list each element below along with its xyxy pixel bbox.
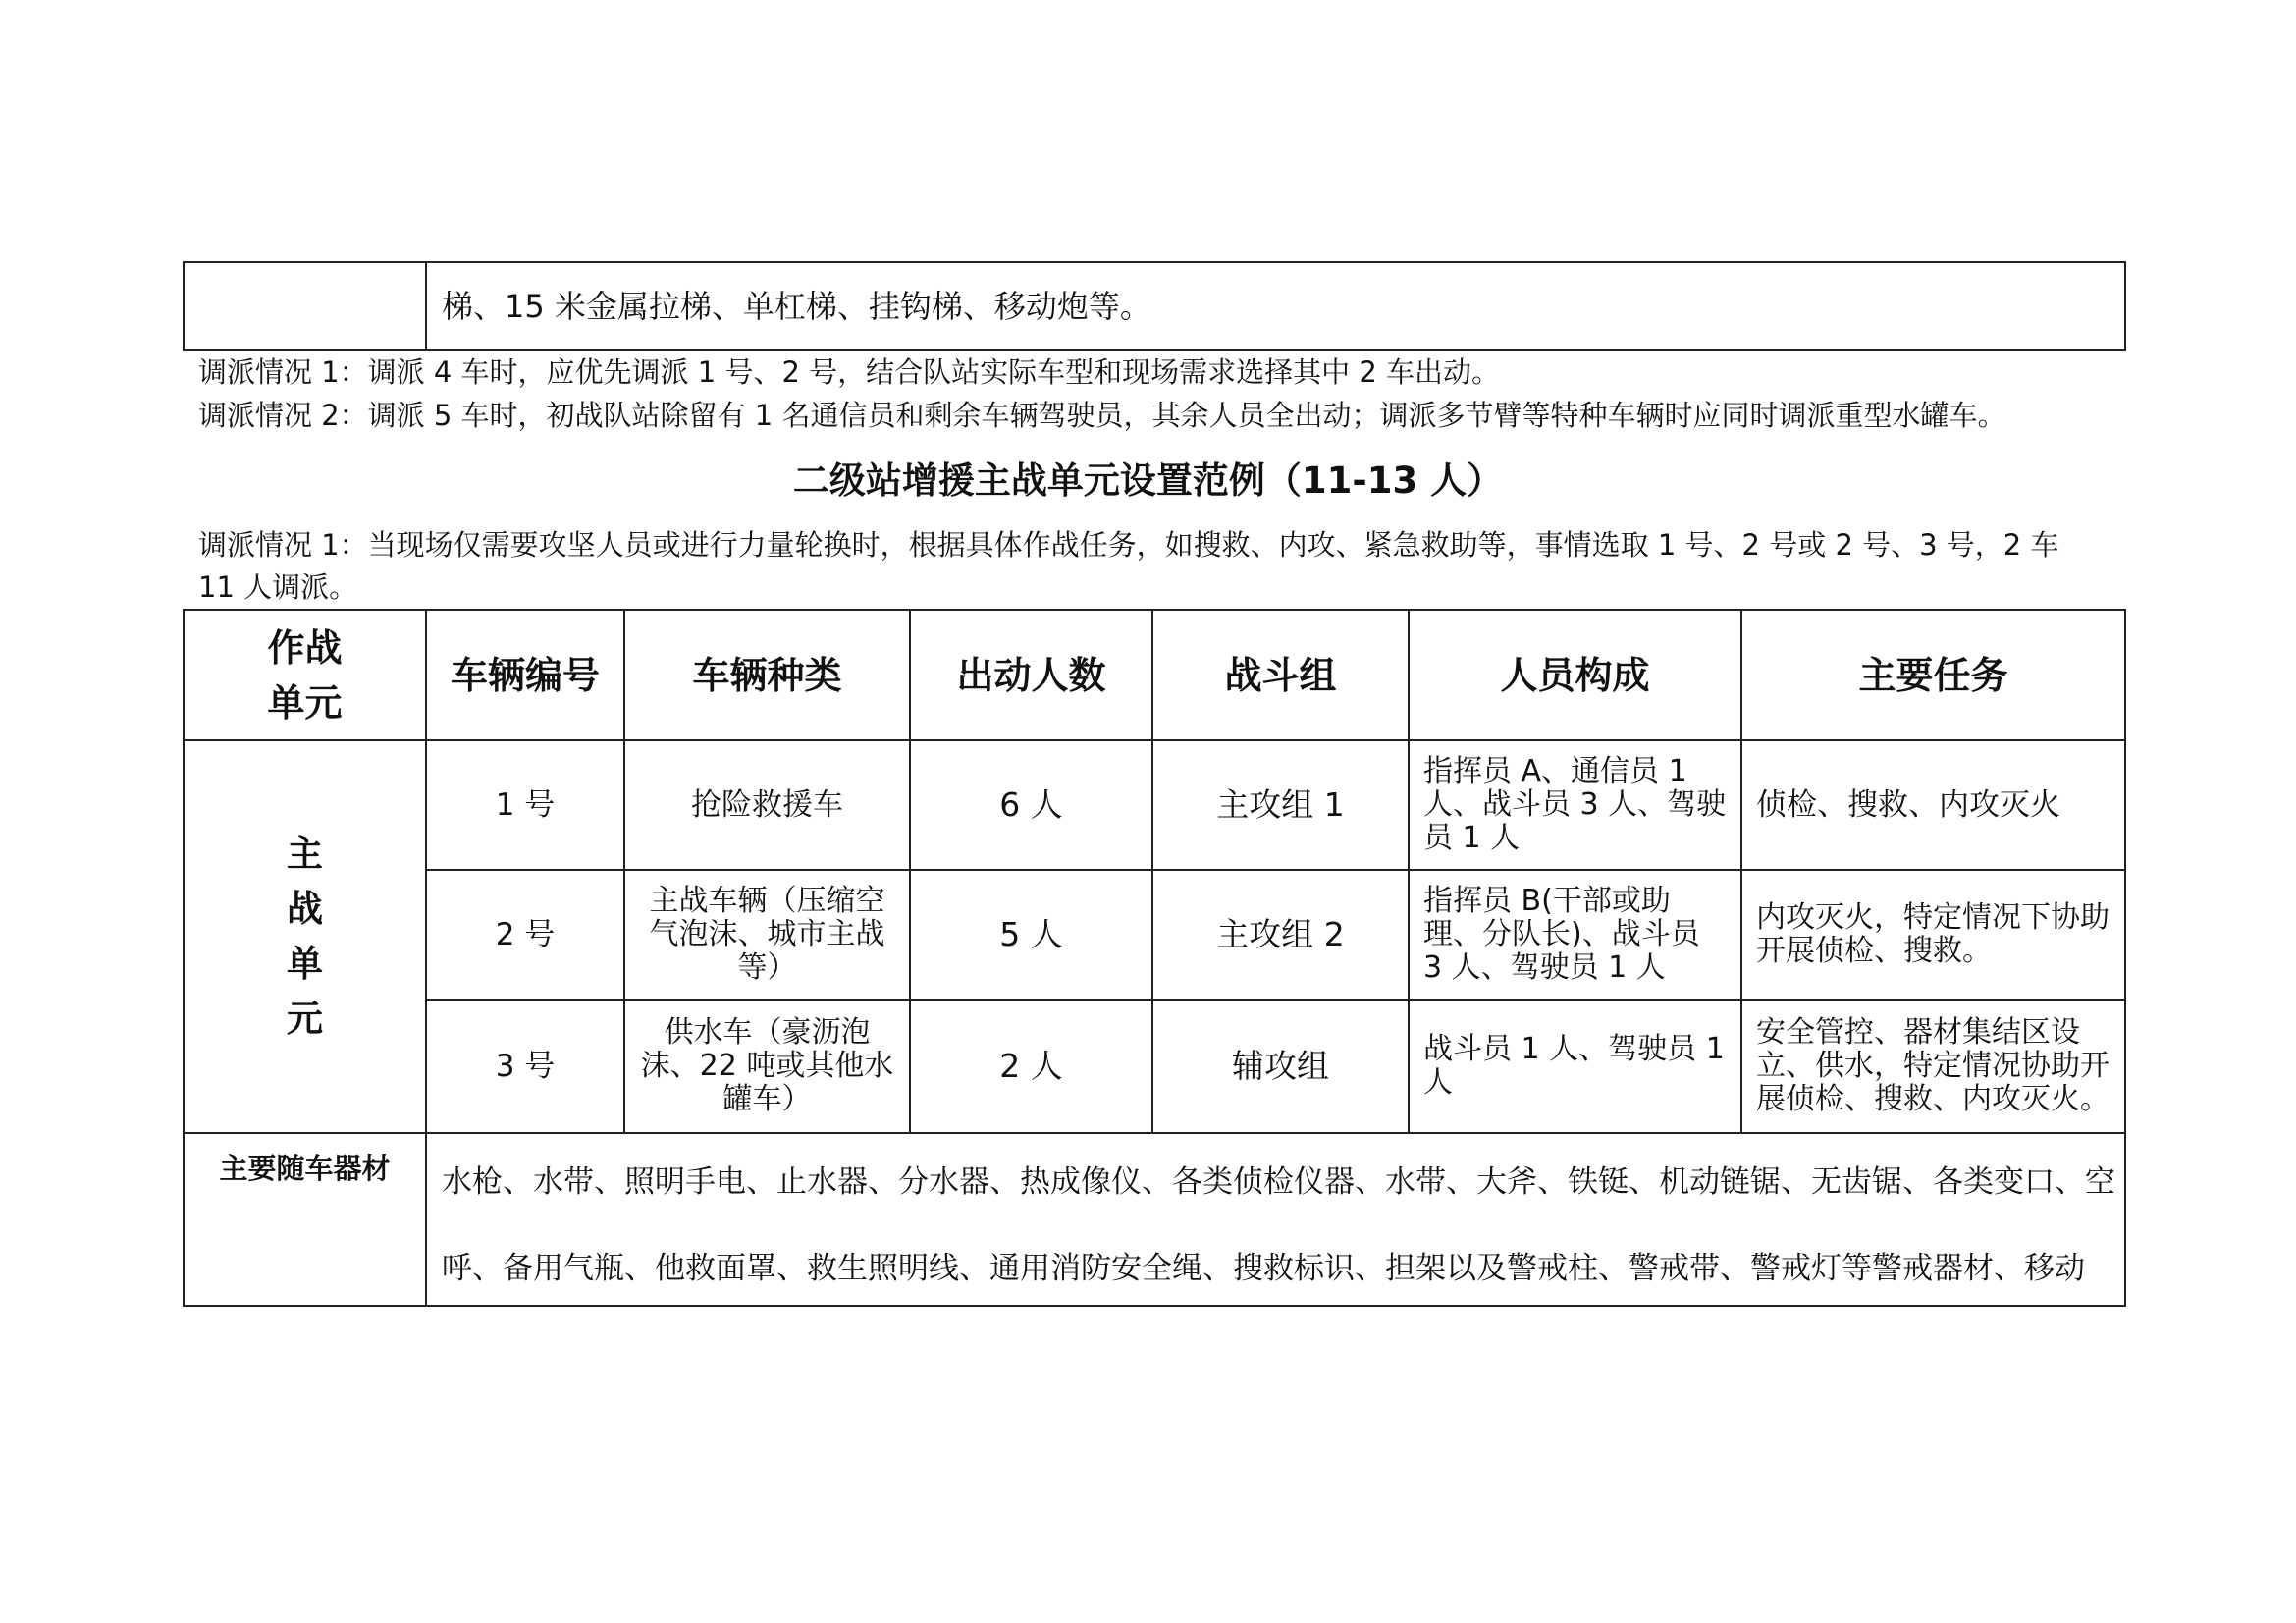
row2-personnel: 指挥员 B(干部或助理、分队长)、战斗员 3 人、驾驶员 1 人 xyxy=(1423,884,1700,985)
equipment-line-1: 水枪、水带、照明手电、止水器、分水器、热成像仪、各类侦检仪器、水带、大斧、铁铤、机动链锯、无齿锯、各类变口、空 xyxy=(442,1164,2115,1200)
header-vehicle-no: 车辆编号 xyxy=(450,653,600,697)
row2-vehicle-no: 2 号 xyxy=(495,917,556,952)
section-note-line-1: 调派情况 1：当现场仅需要攻坚人员或进行力量轮换时，根据具体作战任务，如搜救、内攻、紧急救助等，事情选取 1 号、2 号或 2 号、3 号，2 车 xyxy=(198,528,2059,562)
header-tasks: 主要任务 xyxy=(1858,653,2008,697)
row2-tasks: 内攻灭火，特定情况下协助开展侦检、搜救。 xyxy=(1756,900,2109,968)
unit-name-vertical xyxy=(287,827,323,1047)
row3-crew-count: 2 人 xyxy=(999,1047,1063,1085)
row1-combat-group: 主攻组 1 xyxy=(1216,785,1345,824)
top-table-border-right xyxy=(2124,261,2126,351)
row1-personnel: 指挥员 A、通信员 1 人、战斗员 3 人、驾驶员 1 人 xyxy=(1423,754,1727,855)
top-table-border-left xyxy=(183,261,185,351)
equipment-line-2: 呼、备用气瓶、他救面罩、救生照明线、通用消防安全绳、搜救标识、担架以及警戒柱、警戒带、警戒灯等警戒器材、移动 xyxy=(442,1251,2085,1286)
equipment-text xyxy=(442,1139,2115,1302)
header-combat-unit xyxy=(185,611,425,739)
unit-name-cell xyxy=(185,741,425,1132)
row3-vehicle-type: 供水车（豪沥泡沫、22 吨或其他水罐车） xyxy=(640,1015,894,1116)
table-col-line-7 xyxy=(2124,609,2126,1307)
dispatch-note-2: 调派情况 2：调派 5 车时，初战队站除留有 1 名通信员和剩余车辆驾驶员，其余人员全出动；调派多节臂等特种车辆时应同时调派重型水罐车。 xyxy=(198,399,2006,432)
header-crew-count: 出动人数 xyxy=(956,653,1106,697)
header-combat-unit-line-2: 单元 xyxy=(267,680,343,725)
row1-crew-count: 6 人 xyxy=(999,785,1063,824)
dispatch-note-1: 调派情况 1：调派 4 车时，应优先调派 1 号、2 号，结合队站实际车型和现场需求选择其中 2 车出动。 xyxy=(198,355,1501,389)
row1-vehicle-type: 抢险救援车 xyxy=(691,787,843,823)
unit-char-2: 战 xyxy=(287,888,323,930)
equipment-label: 主要随车器材 xyxy=(219,1152,391,1185)
row3-personnel: 战斗员 1 人、驾驶员 1 人 xyxy=(1423,1032,1725,1100)
row1-vehicle-no: 1 号 xyxy=(495,787,556,823)
row2-combat-group: 主攻组 2 xyxy=(1216,915,1345,953)
row2-crew-count: 5 人 xyxy=(999,915,1063,953)
header-personnel: 人员构成 xyxy=(1500,653,1650,697)
row1-tasks: 侦检、搜救、内攻灭火 xyxy=(1756,787,2060,823)
row2-vehicle-type: 主战车辆（压缩空气泡沫、城市主战等） xyxy=(649,884,885,985)
table-line-bottom xyxy=(183,1305,2126,1307)
section-note-line-2: 11 人调派。 xyxy=(198,570,358,604)
top-table-divider xyxy=(425,261,427,351)
unit-char-4: 元 xyxy=(287,998,323,1040)
header-vehicle-type: 车辆种类 xyxy=(692,653,842,697)
top-table-continuation-text: 梯、15 米金属拉梯、单杠梯、挂钩梯、移动炮等。 xyxy=(442,287,1151,325)
row3-vehicle-no: 3 号 xyxy=(495,1049,556,1084)
section-title: 二级站增援主战单元设置范例（11-13 人） xyxy=(792,460,1504,502)
row3-tasks: 安全管控、器材集结区设立、供水，特定情况协助开展侦检、搜救、内攻灭火。 xyxy=(1756,1015,2109,1116)
row3-combat-group: 辅攻组 xyxy=(1232,1047,1329,1085)
unit-char-1: 主 xyxy=(287,833,323,875)
header-combat-group: 战斗组 xyxy=(1224,653,1337,697)
top-table-border-bottom xyxy=(183,349,2126,351)
unit-char-3: 单 xyxy=(287,943,323,985)
table-line-row3-bottom xyxy=(183,1132,2126,1134)
header-combat-unit-line-1: 作战 xyxy=(267,625,343,670)
